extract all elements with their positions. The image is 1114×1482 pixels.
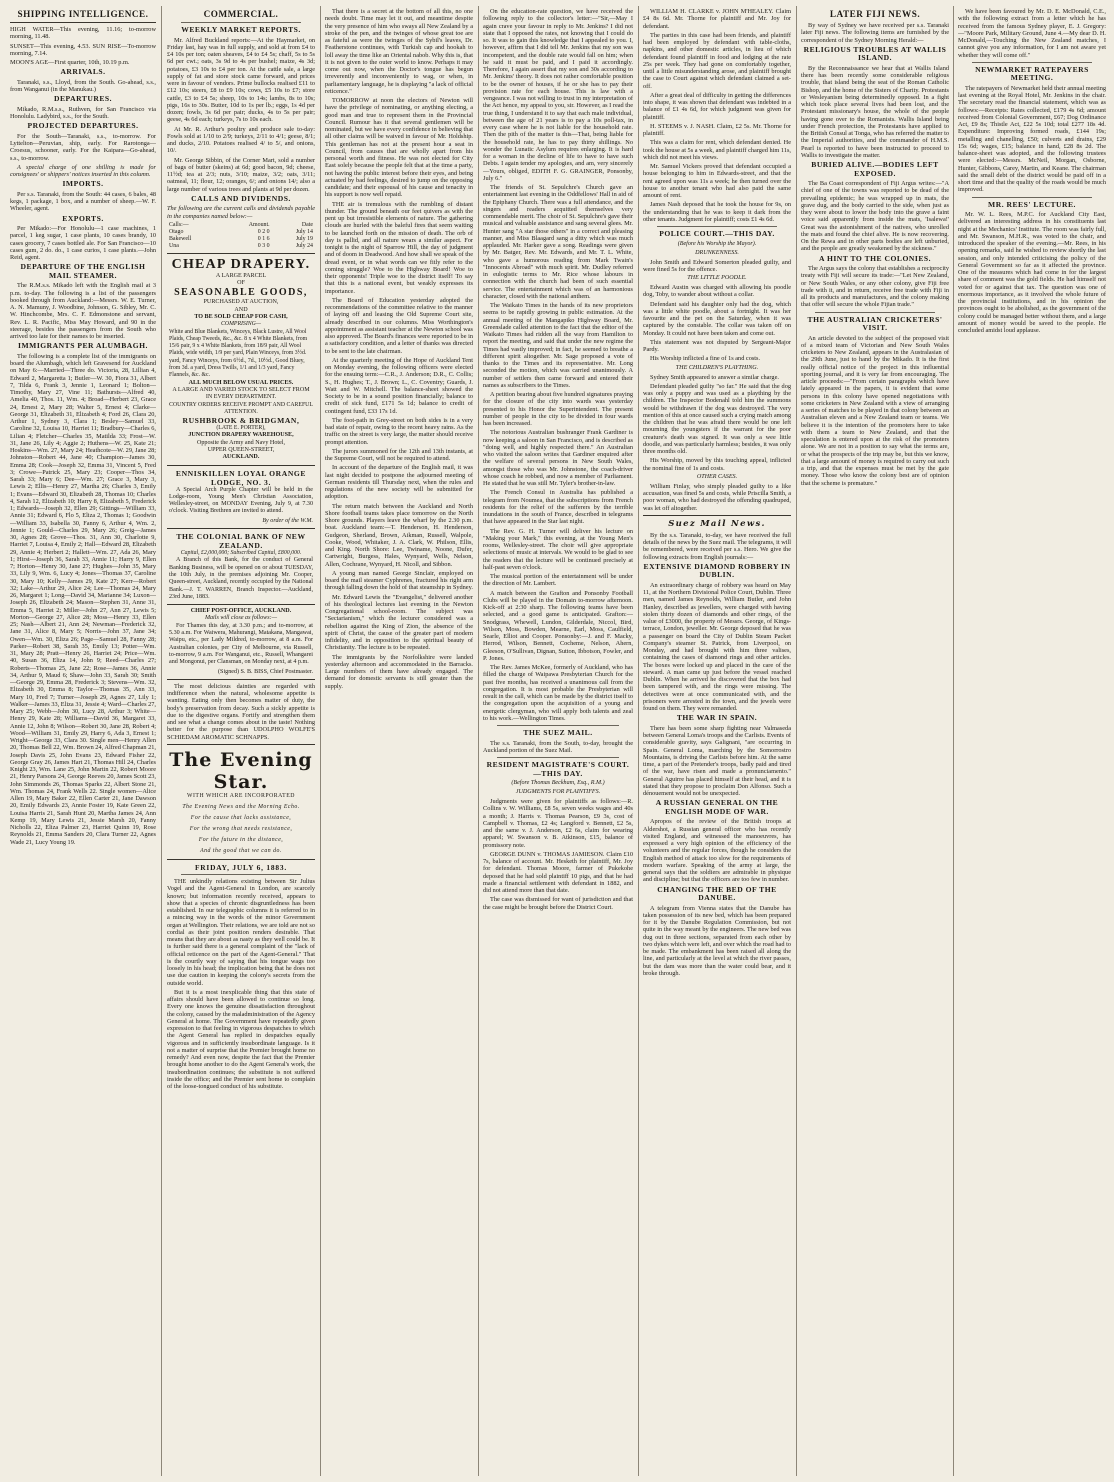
departures-heading: DEPARTURES. [53,94,113,104]
divider [972,62,1092,63]
divider [167,744,315,745]
editorial-paragraph: THE unkindly relations existing between Sir Julius Vogel and the Agent-General in London, are scarcely known; but information recently received, appears to show that a species of chronic disgruntledness has been established. In our telegraphic columns it is referred to in a mincing way in the words of the minor Government organ at Wellington. Their relations, we are told are not so cordial as their joint position renders desirable. That means that they are about as nasty as they well could be. It is further said there is a general complaint of the "lack of official reticence on the part of the Agent-General." That is the courtly way of saying that his tongue wags too loosely in his head; the implication being that he does not use due caution in keeping the colony's secrets from the outside world. [167,878,315,987]
court-paragraph: His Worship, moved by this touching appeal, inflicted the nominal fine of 1s and costs. [643,457,791,472]
diamond-robbery-heading: EXTENSIVE DIAMOND ROBBERY IN DUBLIN. [643,561,791,580]
hint-heading: A HINT TO THE COLONIES. [818,253,932,263]
calls-heading: CALLS AND DIVIDENDS. [191,193,291,203]
ad-line: Opposite the Army and Navy Hotel, [196,439,285,446]
ad-line: Mails will close as follows:— [204,615,278,622]
arrivals-text: Taranaki, s.s., Lloyd, from the South. Go-ahead, s.s., from Wanganui (in the Manukau.) [10,78,156,93]
ad-title: ENNISKILLEN LOYAL ORANGE LODGE, NO. 3. [175,468,307,487]
ad-line: TO BE SOLD CHEAP FOR CASH, [194,313,288,320]
editorial-paragraph: At the quarterly meeting of the Hope of Auckland Tent on Monday evening, the following officers were elected for the ensuing term:—C.R., J. Anderson; D.R., C. Collis; S., H. Hughes; T., J. Brown; L., C. Coventry; Guards, J. Watt and W. Mitchell. The balance-sheet showed the Society to be in a sound position financially; balance to credit of sick fund, £171 5s 1d; balance to credit of contingent fund, £33 17s 1d. [325,356,473,415]
ad-line: PURCHASED AT AUCTION, [203,299,279,306]
editorial-paragraph: That there is a secret at the bottom of all this, no one needs doubt. Time may let it out, and meantime despite the very presence of him who sways all New Zealand by a stroke of the pen, and the twinges of whose great toe are as fateful as were the twinges of the Sybil's leaves, Dr. Featherstone continues, with Turkish cap and hookah to loll away the time like an Oriental nabob. Why this is, that it is not given to the outer world to know. Perhaps it may come out now, when the Doctor's tongue has begun irreverently and inconveniently to wag, or when, in parliamentary language, he is displaying "a lack of official reticence." [325,8,473,95]
subheading: DRUNKENNESS. [695,249,739,256]
divider [181,22,301,23]
ad-line: OF [237,280,245,287]
rm-judgments-heading: JUDGMENTS FOR PLAINTIFFS. [515,789,601,795]
imports-text: Per s.s. Taranaki, from the South: 44 cases, 6 bales, 48 kegs, 1 package, 1 box, and a number of sheep.—W. F. Wheeler, agent. [10,190,156,213]
divider [657,226,777,227]
divider [497,725,619,726]
mail-heading: DEPARTURE OF THE ENGLISH MAIL STEAMER. [20,262,146,280]
date-cell: July 19 [295,235,313,242]
schnapps-ad: The most delicious dainties are regarded with indifference when the natural, wholesome appetite is wanting. Eating only then becomes matter of duty, the body's preservation from decay. Such a sickly appetite is due to the digestive organs. Fortify and strengthen them and see what a change comes about in the taste! Nothing better for the purpose than UDOLPHO WOLFE'S SCHIEDAM AROMATIC SCHNAPPS. [167,682,315,741]
news-paragraph: The Argus says the colony that establishes a reciprocity treaty with Fiji will secure its trade:—"Let New Zealand, or New South Wales, or any other colony, give Fiji free trade with it, and in return, receive free trade with Fiji in all its products and manufactures, and the colony making that offer will secure the whole Fijian trade." [801,265,949,309]
sibbin-text: Mr. George Sibbin, of the Corner Mart, sold a number of bags of butter (skeins) at 6d; good bacon, 9d; cheese, 11½d; tea at 2/3; nuts, 3/10; maize, 3/2; oats, 3/11; oatmeal, 11; flour, 12; oranges, 6/; and onions 14/; also a large number of various trees and plants at 9d per dozen. [167,156,315,193]
news-paragraph: The friends of St. Sepulchre's Church gave an entertainment last evening in the Oddfellows' Hall in aid of the Epiphany Church. There was a full attendance, and the singers and readers acquitted themselves very commendable merit. The choir of St. Sepulchre's gave their musical and valuable assistance and sang several glees. Mr. Hunter sang "A star those others" in a correct and pleasing manner, and Miss Blaagard sang a ditty which was much applauded. Mr. Harker gave a song. Readings were given by Mr. Batger, Rev. Mr. Edwards, and Mr. T. L. White, who gave a humorous reading from Mark Twain's "Innocents Abroad" with much spirit. Mr. Dudley referred in eulogistic terms to Mr. Rice whose labours in connection with the church had been of such essential service. The entertainment which was of an harmonious character, closed with the national anthem. [483,184,633,300]
amount-cell: 0 3 0 [257,242,270,249]
ad-signature: (Signed) S. B. BISS, Chief Postmaster. [218,668,313,675]
column-local [958,8,1106,1474]
moon-line: MOON'S AGE—First quarter, 10th, 10.19 p.m. [10,59,130,66]
court-paragraph: His Worship inflicted a fine of 1s and costs. [650,355,761,363]
court-paragraph: Defendant pleaded guilty "so far." He said that the dog was only a puppy and was used as a plaything by the children. The Inspector Bodenahl told him the summons would be withdrawn if the dog was destroyed. The very mention of this at once caused such a crying match among the children that he was afraid there would be one left mourning the youngsters if the warrant for the poor creature's death was signed. It was only a wee little doodle, and was particularly harmless; besides, it was only three months old. [643,382,791,455]
court-paragraph: Mr. Samuel Vickers proved that defendant occupied a house belonging to him in Edwards-street, and that the rent agreed upon was 11s a week; he then turned over the house to another tenant who had also paid the same amount of rent. [643,163,791,199]
column-rule [161,6,162,1476]
imports-heading: IMPORTS. [62,179,104,189]
arrivals-heading: ARRIVALS. [60,67,106,77]
russian-general-heading: A RUSSIAN GENERAL ON THE ENGLISH MODE OF WAR. [655,798,779,816]
ad-title: CHEAP DRAPERY. [171,256,311,272]
news-paragraph: The Rev. G. H. Turner will deliver his lecture on "Making your Mark," this evening, at the Young Men's rooms, Wellesley-street. The choir will give appropriate selections of music at intervals. We would to be glad to see the readers that the lecture will be continued precisely at half-past seven o'clock. [483,527,633,571]
shipping-heading: SHIPPING INTELLIGENCE. [17,9,149,19]
divider [643,515,791,516]
motto-line: And the good that we can do. [200,847,282,854]
divider [972,197,1092,198]
table-header-row [167,222,315,229]
court-paragraph: Sydney Smith appeared to answer a similar charge. [650,373,779,381]
news-paragraph: The French Consul in Australia has published a telegram from Noumea, that the subscriptions from French residents for the relief of the sufferers by the terrible inundations in the south of France, described in telegrams that have appeared in the Star last night. [483,489,633,526]
news-paragraph: By the s.s. Taranaki, to-day, we have received the full details of the news by the Suez mail. The telegrams, it will be remembered, were received per s.s. Hero. We give the following extracts from English journals:— [643,531,791,561]
divider [815,312,935,313]
editorial-paragraph: The foot-path in Grey-street on both sides is in a very bad state of repair, owing to the recent heavy rains. As the traffic on the street is very large, the matter should receive prompt attention. [325,416,473,446]
divider [167,528,315,529]
immigrants-heading: IMMIGRANTS PER ALUMBAGH. [18,341,148,351]
rees-lecture-heading: MR. REES' LECTURE. [988,199,1076,209]
news-paragraph: The ratepayers of Newmarket held their annual meeting last evening at the Royal Hotel, Mr. Jenkins in the chair. The secretary read the financial statement, which was as follows:—Receipts: Rates collected, £179 4s 6d; amount received from Colonial Government, £67; Dog Ordinance Act, £9 8s; Thistle Act, £22 5s 10d; total £277 18s 4d. Expenditure: Improving formed roads, £144 19s; metalling and chanelling, £50; culverts and drains, £29 15s 6d; wages, £15; balance in hand, £28 8s 2d. The balance-sheet was adopted, and the following trustees were elected:—Messrs. McNeil, Morgan, Osborne, Hunter, Gibbons, Carey, Martin, and Keane. The chairman said the small debt of the district would be paid off in a short time and that the quality of the roads would be much improved. [958,84,1106,194]
court-paragraph: The parties in this case had been friends, and plaintiff had been employed by defendant with table-cloths, napkins, and other domestic articles, in lieu of which defendant found plaintiff in food and lodging at the rate 25s per week. They had gone on comfortably together, until a little misunderstanding arose, and plaintiff brought the case to Court against which defendant claimed a set-off. [643,31,791,90]
divider [167,253,315,254]
court-paragraph: Judgments were given for plaintiffs as follows:—R. Collins v. W. Williams, £8 5s, seven weeks wages and 40s a month; J. Harris v. Thomas Pearson, £9 3s, cost of Campbell v. Thomas, £2 4s; Langford v. Bennett, £2 5s, and the same v. J. Anderson, £2 6s, claim for wearing apparel; W. Swanson v. B. Atkinson, £15, balance of promissory note. [483,798,633,849]
column-news [483,8,633,1474]
editorial-paragraph: The return match between the Auckland and North Shore football teams takes place tomorrow on the North Shore grounds. Players leave the wharf by the 2.30 p.m. boat. Auckland team:—T. Henderson, H. Henderson, Gudgeon, Sherland, Brown, Aikman, Russell, Walpole, Cooke, Wood, Whitaker, J. A. Clark, W. Philson, Ellis, and King. North Shore: Lee, Twiname, Noone, Dufer, Cartwright, Burgess, Hales, Wynyard, Wells, Nelson, Allen, Cochrane, Wynyard, H. Nicoll, and Sibbon. [325,502,473,568]
lodge-notice [169,469,313,525]
projected-text: For the South—Taranaki, s.s., to-morrow. For Lyttelton—Peruvian, ship, early. For Rarotonga—Croesus, schooner, early. For the Kaipara—Go-ahead, s.s., to-morrow. [10,132,156,162]
weekly-text: Mr. Alfred Buckland reports:—At the Haymarket, on Friday last, hay was in full supply, and sold at from £4 to £4 10s per ton; oaten sheaves, £4 to £4 5s; chaff, 5s to 5s 6d per cwt.; oats, 3s 9d to 4s per bushel; maize, 4s 3d; potatoes, £3 10s to £4 per ton. At the cattle sale, a large supply of fat and store stock came forward, and prices were in favour of vendors. Prime bullocks realised £11 to £12 10s; steers, £8 to £9 10s; cows, £5 10s to £7; store cattle, £3 to £4 5s; sheep, 10s to 14s; lambs, 8s to 10s; pigs, 16s to 30s. Butter, 10d to 1s per lb.; eggs, 1s 4d per dozen; fowls, 3s 6d per pair; ducks, 4s to 5s per pair; geese, 4s 6d each; turkeys, 7s to 10s each. [167,36,315,124]
court-paragraph: James Nash deposed that he took the house for 9s, on the understanding that he was to keep it dark from the other tenants. Judgment for plaintiff; costs £1 4s 6d. [643,201,791,223]
column-rule [320,6,321,1476]
editorial-paragraph: THE air is tremulous with the rumbling of distant thunder. The ground beneath our feet quivers as with the pent up but irresistible elements of nature. The gathering clouds are hurled with the baleful fires that seem waiting to be launched forth on the mission of death. The orb of day is pallid, and all nature wears a similar aspect. For tonight is the night of Sparrow Hill, the day of judgment and of doom in Deadwood. And how shall we speak of the dread event, or in what words can we fitly refer to the coming struggle? Woe to the Highway Board! Woe to their opponents! Triple woe to the district itself! To say that this is a national event, but weakly expresses its importance. [325,200,473,295]
news-paragraph: By the Reconnaissance we hear that at Wallis Island there has been recently some considerable religious trouble, that island being the seat of the Roman Catholic Bishop, and the home of the Sisters of Charity. Protestants or Wesleyanism being determinedly opposed. In a fight which took place several lives had been lost, and the Protestant missionary's house, the whole of the people having gone over to the Romanists. Wallis Island being under French protection, the Protestants have applied to the British Consul at Tonga, who has referred the matter to the Imperial authorities, and the commander of H.M.S. Pearl is reported to have been instructed to proceed to Wallis to investigate the matter. [801,64,949,159]
issue-date: FRIDAY, JULY 6, 1883. [194,862,288,872]
news-paragraph: The notorious Australian bushranger Frank Gardiner is now keeping a saloon in San Francisco, and is described as "doing well, and highly respected there." An Australian who visited the saloon writes that Gardiner enquired after the welfare of several persons in New South Wales, amongst those who was Mr. Johnstone, the coach-driver whose coach he robbed, and now a member of Parliament. He stated that he was still Mr. Tyler's brother-in-law. [483,429,633,487]
editorial-paragraph: The immigrants by the Norfolkshire were landed yesterday afternoon and accommodated in the Barracks. Large numbers of them have already engaged. The demand for domestic servants is still greater than the supply. [325,653,473,690]
editorial-paragraph: In account of the departure of the English mail, it was last night decided to postpone the adjourned meeting of German residents till Thursday next, when the rules and regulations of the new society will be submitted for adoption. [325,464,473,501]
header-cell: Calls:— [169,221,189,228]
newmarket-heading: NEWMARKET RATEPAYERS MEETING. [975,64,1089,83]
divider [167,859,315,860]
sun-line: SUNSET—This evening, 4.53. SUN RISE—To-morrow morning, 7.14. [10,42,156,57]
news-paragraph: The Rev. James McKee, formerly of Auckland, who has filled the charge of Waipawa Presbyterian Church for the past five months, has received a unanimous call from the congregation. It is most probable the Presbyterian will result in the call, which can be made by the district itself to the congregation upon the acquisition of a young and energetic clergyman, who will apply both talents and zeal to his work.—Wellington Times. [483,664,633,722]
danube-heading: CHANGING THE BED OF THE DANUBE. [657,884,777,902]
court-paragraph: After a great deal of difficulty in getting the differences into shape, it was shown that defendant was indebted in a balance of £1 4s 6d, for which judgment was given for plaintiff. [643,91,791,121]
column-editorial [325,8,473,1474]
divider [167,465,315,466]
ad-items: White and Blue Blankets, Winceys, Black Lustre, All Wool Plaids, Cheap Tweeds, &c., &c. 8 x 4 White Blankets, from 15/6 pair, 9 x 4 White Blankets, from 18/9 pair, All Wool Plaids, wide width, 1/9 per yard, Plain Winceys, from 3½d. yard, Fancy Winceys, from 6½d., 7d., 10½d., Good Bluey, from 3d. a yard, Dress Twills, 1/1 and 1/3 yard, Fancy Flannels, &c. &c. [169,328,308,379]
motto-line: For the future in the distance, [198,836,284,843]
police-court-heading: POLICE COURT.—THIS DAY. [659,229,775,238]
column-fiji [801,8,949,1474]
company-cell: Otago [169,228,184,235]
rm-court-heading: RESIDENT MAGISTRATE'S COURT.—THIS DAY. [486,760,630,778]
court-paragraph: John Smith and Edward Somerton pleaded guilty, and were fined 5s for the offence. [643,258,791,273]
immigrants-text: The following is a complete list of the immigrants on board the Alumbagh, which left Gravesend for Auckland on May 6:—Married—Three do. Victoria, 28, Lillian 4, Edward 2, Margaretta 1; Butler—W. 30, Fiora 31, Albert 7, Tilda 6, Frank 3, Jennie 1, Leonard 1; Bolton—Timothy, Mary 27, Vine 11; Bathursts—Alfred 40, Amelia 40, Thos. 11, Wm. 4; Broad—Herbert 23, Grace 24, Ernest 2, Mary 28; Walter 5, Ernest 4; Clarke—George 31, Elizabeth 31, Elizabeth 4; Ford 26, Clara 20, Arthur 1, Sydney 3, Clara 1; Besley—Samuel 33, Caroline 32, Louisa 10, Harriet 11; Bradbury—Charles 6, Lilian 4; Fletcher—Charles 35, Matilda 33; Frost—W. 31, Jane 26, Lily 4; Aggie 2; Huthens—W. 25, Kate 21; Hoskins—Wm. 27, Mary 24; Heathcote—W. 29, Jane 28; Johnston—Robert 44, Jane 40; Champion—James 30, Emma 28; Cook—Joseph 32, Emma 31, Vincent 5, Fred 3; Crowe—Patrick 25, Mary 23; Cooper—Thos 34, Sarah 33; Mary 6; Dee—Wm. 27; Grace 3, Mary 3, Lewis 2; Ellis—Henry 27, Martha 26; Charles 3, Emily 1; Evans—Edward 30, Elizabeth 28, Thomas 10; Charles 4, Sarah 12, Elizabeth 10; Harry 8, Elizabeth 5, Frederick 1; Edwards—Joseph 32, Ellen 29; Gittings—William 33, Annie 31; Edward 6, Flo 5, Eliza 2, Thomas 1; Goodwin—William 33, Isabella 30, Fanny 6, Arthur 4, Wm. 2, Jennie 1; Gould—Charles 29, Mary 26; Greig—James 30, Agnes 28; Grove—Thos. 31, Ann 30, Charlotte 9, Harriet 7, Louisa 4, Emily 2; Hall—Edward 28, Elizabeth 29, Annie 4; Herbert 2; Hallett—Wm. 27, Ada 26, Mary 1; Hirst—Joseph 36, Sarah 33, Annie 11; Harry 9, Ellen 7; Horton—Henry 30, Jane 27; Hughes—John 35, Mary 33, Lily 9, Wm. 6, Lucy 4; Jones—Thomas 37, Caroline 30, Mary 10; Kelly—James 29, Kate 27; Kerr—Robert 32; Lake—Arthur 29, Alice 24; Lee—Thomas 24, Mary 26, Margaret 1; Long—David 34, Marianne 34; Luxon—Joseph 26, Elizabeth 24; Mason—Stephen 31, Anne 31, Emma 5, Harriet 2; Miller—John 27, Ann 27, Lewis 5; Morton—George 27, Alice 28; Moss—Henry 33, Ellen 25; Nash—Albert 21, Ann 24; Newman—Frederick 32, Jane 31, Alice 8, Mary 5; Norris—John 37, Jane 34; Owen—Wm. 30, Eliza 26; Page—Samuel 28, Fanny 28; Parker—Robert 38, Sarah 35, Emily 13; Potter—Wm. 31, Mary 28; Pratt—Henry 26, Harriet 24; Price—Wm. 40, Susan 36, Eliza 14, John 9; Reed—Charles 27; Roberts—Thomas 25, Jane 22; Rose—James 36, Annie 34, Arthur 9, Maud 6; Shaw—John 33, Sarah 30; Smith—George 29, Emma 28, Frederick 3; Stevens—Wm. 32, Elizabeth 30, Emma 8; Taylor—Thomas 35, Ann 33, Mary 10, Fred 7; Turner—Joseph 29, Agnes 27, Lily 1; Walker—James 33, Eliza 31, Jessie 4; Ward—Charles 27, Mary 25; Webb—John 30, Lucy 28, Arthur 3; White—Henry 29, Kate 28; Williams—David 36, Margaret 33, Annie 12, John 8; Wilson—Robert 30, Jane 28, Robert 4; Wood—William 31, Emily 29, Harry 6, Ada 3, Ernest 1; Wright—George 33, Clara 30. Single men—Henry Allen 20, Thomas Bell 22, Wm. Brown 24, Alfred Chapman 21, Joseph Davis 25, John Evans 23, Edward Fisher 22, George Gray 26, James Hart 21, Thomas Hill 24, Charles Knight 23, Wm. Lane 25, John Martin 22, Robert Moore 21, Henry Parsons 24, George Reeves 20, James Scott 23, John Simmonds 26, Thomas Sparks 22, Albert Stone 21, Wm. Thomas 24, Frank Wells 22. Single women—Alice Allen 19, Mary Baker 22, Ellen Carter 21, Jane Dawson 20, Emily Edwards 23, Annie Foster 19, Kate Green 22, Louisa Harris 21, Sarah Hunt 20, Martha James 24, Ann Kemp 19, Mary Lewis 21, Jessie Marsh 20, Fanny Nicholls 22, Eliza Palmer 23, Harriet Quinn 19, Rose Reynolds 21, Emma Sanders 20, Clara Turner 22, Agnes Wade 21, Lucy Young 19. [10,352,156,846]
news-paragraph: By way of Sydney we have received per s.s. Taranaki later Fiji news. The following items are furnished by the correspondent of the Sydney Morning Herald:— [801,22,949,44]
ad-line: (LATE E. PORTER), [216,425,266,432]
arthur-text: At Mr. R. Arthur's poultry and produce sale to-day: Fowls sold at 1/10 to 2/9; turkeys, 2/11 to 4/1; geese, 8/1; and ducks, 2/10. Potatoes realised 4/ to 5/, and onions, 10/. [167,125,315,155]
divider [181,874,301,875]
news-paragraph: A telegram from Vienna states that the Danube has taken possession of its new bed, which has been prepared for it by the Danube Regulation Commission, but not quite in the way meant by the engineers. The new bed was dug out in three sections, separated from each other by two dykes which were left, and over which the road had to be made. The embankment has been raised all along the line, and particularly at the level at which the river passes, but the dam was more than the water could bear, and it broke through. [643,904,791,977]
ad-body: A Branch of this Bank, for the conduct of General Banking Business, will be opened on or about TUESDAY, the 10th July, in the premises adjoining Mr. Cooper, Queen-street, Auckland, recently occupied by the National Bank.—J. T. WARREN, Branch Inspector.—Auckland, 23rd June, 1883. [169,557,313,600]
news-paragraph: An extraordinary charge of robbery was heard on May 11, at the Northern Divisional Police Court, Dublin. Three men, named James Reynolds, William Butler, and John Hanley, described as jewellers, were charged with having stolen thirty dozen of diamonds and other rings, of the value of £3000, the property of Messrs. George, of Kings-terrace, London, jeweller. Mr. George deposed that he was a passenger on board the City of Dublin Steam Packet Company's steamer St. Patrick, from Liverpool, on Monday, and had brought with him three valises, containing the cases of diamond rings and other articles. The boxes were locked up and placed in the care of the steward. A man came up just before the vessel reached Dublin. When he arrived he discovered that the box had been tampered with, and the rings were missing. The detectives were at once communicated with, and the prisoners were arrested in the town, and the jewels were found on them. They were remanded. [643,581,791,712]
ad-body: A Special Arch Purple Chapter will be held in the Lodge-room, Young Men's Christian Association, Wellesley-street, on MONDAY Evening, July 9, at 7.30 o'clock. Visiting Brethren are invited to attend. [169,486,313,515]
masthead-title: The Evening Star. [169,748,313,793]
suez-mail-heading: THE SUEZ MAIL. [523,728,593,737]
column-rule [953,6,954,1476]
news-paragraph: The Waikato Times in the hands of its new proprietors seems to be rapidly growing in public estimation. At the annual meeting of the Mangapiko Highway Board, Mr. Greenslade called attention to the fact that the editor of the Waikato Times had ridden all the way from Hamilton to report the meeting, and said that under the new regime the Times had vastly improved; in fact, he seemed to breathe a different spirit altogether. Mr. Sage proposed a vote of thanks to the Times and its representative. Mr. Long seconded the motion, which was carried unanimously. A number of settlers then came forward and entered their names as subscribers to the Times. [483,302,633,389]
motto-line: For the wrong that needs resistance, [189,825,293,832]
news-paragraph: There has been some sharp fighting near Valmaseda between General Loma's troops and the Carlists. Events of considerable gravity, says Galignani, "are occurring in Spain. General Loma, marching by the Somorrostro Mountains, is driving the Carlists before him. At the same time, a part of the Pretender's troops, badly paid and tired of the war, have risen and made a pronunciamento." General Aguirre has placed himself at their head, and it is stated that they propose to proclaim Don Alfonso. Such a dénouement would not be unexpected. [643,724,791,797]
ad-line: Capital, £2,000,000; Subscribed Capital, £800,000. [180,550,302,557]
editorial-paragraph: A young man named George Sinclair, employed on board the mail steamer Cyphrenes, fractured his right arm through falling down the hold of that steamship in Sydney. [325,569,473,592]
table-row [167,236,315,243]
news-paragraph: A match between the Grafton and Ponsonby Football Clubs will be played in the Domain to-morrow afternoon. Kick-off at 2:30 sharp. The following teams have been selected, and a good game is anticipated. Grafton:—Snodgrass, Whewell, Lundon, Gilderdale, Niccol, Bird, Wilson, Moss, Bowden, Mearne, Earl, Moss, Caulfield, Searle, Elliot and Cooper. Ponsonby:—J. and F. Macky, Herrod, Wilson, Bennett, Cocheme, Nelson, Ahern, Gleeson, O'Sullivan, Dignan, Sutton, Ibbotson, Fowler, and P. Jones. [483,589,633,662]
masthead-sub2: The Evening News and the Morning Echo. [182,803,300,810]
exports-text: Per Mikado:—For Honolulu—1 case machines, 1 parcel, 1 keg sugar, 1 case plants, 10 cases brandy, 10 cases grocery, 7 cases bottled ale. For San Francisco—10 cases gum, 2 do. do., 1 case curios, 1 case plants.—John Reid, agent. [10,225,156,261]
column-rule [478,6,479,1476]
amount-cell: 0 1 6 [257,235,270,242]
divider [497,757,619,758]
news-paragraph: On the education-rate question, we have received the following reply to the collector's letter:—"Sir,—May I again crave your favour in reply to Mr. Jenkins? I did not state that I opposed the rates, not knowing that I could do so. It was to gain this knowledge that I appealed to you. I, however, affirm that I did tell Mr. Jenkins that my son was incompetent, and the double rate would fall on him; when he said it must be paid, and I paid it accordingly. Therefore, I again assert that my son and 30s according to Mr. Jenkins' theory. It does not rather comfortable position to be the owner of houses, if he or she has to pay their provision rate for each house. This is law with a vengeance. I was not willing to trust in my interpretation of the Act hence, my appeal to you, sir. However, as I read the true thing, I understand it to say that each male individual, between the age of 21 years is to pay a 10s poll-tax, in every case where he is not liable for the household rate. Then the pith of the matter is this—That, being liable for the household rate, he has to pay thirty shillings. No wonder the Lunatic Asylum requires enlarging. It is hard for a woman in the decline of life to have to have such Debts. I again tender my apologies, and am, very sincerely—Yours, obliged, EDITH F. G. GRAINGER, Ponsonby, July 6." [483,8,633,182]
divider [167,679,315,680]
header-cell: Amount. [248,221,270,228]
projected-heading: PROJECTED DEPARTURES. [27,121,139,131]
motto-line: For the cause that lacks assistance, [190,814,292,821]
company-cell: Una [169,242,179,249]
column-commercial [167,8,315,1474]
date-cell: July 24 [295,242,313,249]
subheading: THE CHILDREN'S PLAYTHING. [675,364,759,371]
court-paragraph: William Finlay, who simply pleaded guilty to a like accusation, was fined 5s and costs, while Priscilla Smith, a poor woman, who had destroyed the offending quadruped, was let off altogether. [643,482,791,512]
suez-mail-text: The s.s. Taranaki, from the South, to-day, brought the Auckland portion of the Suez Mail. [483,739,633,754]
court-paragraph: WILLIAM H. CLARKE v. JOHN M'HEALEY. Claim £4 8s 6d. Mr. Thorne for plaintiff and Mr. Joy for defendant. [643,8,791,30]
header-cell: Date [301,221,313,228]
ad-title: CHIEF POST-OFFICE, AUCKLAND. [190,608,292,615]
news-paragraph: The musical portion of the entertainment will be under the direction of Mr. Lambert. [483,573,633,588]
news-paragraph: We have been favoured by Mr. D. E. McDonald, C.E., with the following extract from a letter which he has received from the famous Sydney player, E. J. Gregory:—"Moore Park, Military Ground, June 4.—My dear D. H. McDonald,—Touching the New Zealand matches, I cannot give you any information, for I am not aware yet whether they will come off." [958,8,1106,59]
divider [10,22,156,23]
court-paragraph: This was a claim for rent, which defendant denied. He took the house at 5s a week, and plaintiff charged him 11s, which did not meet his views. [643,139,791,161]
war-spain-heading: THE WAR IN SPAIN. [676,713,758,723]
editorial-paragraph: TOMORROW at noon the electors of Newton will have the privilege of nominating, or anything electing, a good man and true to represent them in the Provincial Council. Rumour has it that several gentlemen will be nominated, but we have every confidence in believing that all other claims will be waived in favour of Mr. Holdship. This gentleman has not at the present hour a seat in Council, from causes that are wholly apart from his personal worth and fitness. He was not elected for City East solely because the people felt that at the time a party, not having the public interest before their eyes, and being actuated by bad feelings, desired to jump on the opposing candidate; and their espousal of his cause and tenacity in his support is now well repaid. [325,97,473,199]
court-paragraph: The case was dismissed for want of jurisdiction and that the case might be brought before the District Court. [483,896,633,911]
ad-line: ALL MUCH BELOW USUAL PRICES. [188,379,294,386]
editorial-paragraph: The Board of Education yesterday adopted the recommendations of the committee relative to the manner of laying off and leasing the Old Supreme Court site, already described in our columns. Miss Worthington's appointment as assistant teacher at the Newton school was also approved. The Board's finances were reported to be in a satisfactory condition, and a letter of thanks was directed to be sent to the late chairman. [325,296,473,355]
court-paragraph: This statement was not disputed by Sergeant-Major Pardy. [643,338,791,353]
news-paragraph: The Ba Coast correspondent of Fiji Argus writes:—"A chief of one of the towns was reported to be dead of the prevailing epidemic; he was wrapped up in mats, the grave dug, and the body carried to the side, when just as they were about to lower the body into the grave a faint voice said apparently from inside the mats, 'Isalewa!' Great was the astonishment of the natives, who unrolled the mats and found the chief alive. He is now recovering. On the Rewa and in other parts bodies are left unburied, and the people are greatly weakened by the sickness." [801,180,949,253]
calls-intro: The following are the current calls and dividends payable in the companies named below:— [167,205,315,220]
company-cell: Bakewell [169,235,192,242]
editorial-paragraph: Mr. Edward Lewis the "Evangelist," delivered another of his theological lectures last evening in the Newton Congregational school-room. The subject was "Sectarianism," which the lecturer considered was a rebellion against the King of Zion, the absence of the spirit of Christ, the cause of the greater part of modern infidelity, and in opposition to the spiritual beauty of Christianity. The lecture is to be repeated. [325,593,473,652]
ad-line: COUNTRY ORDERS RECEIVE PROMPT AND CAREFUL ATTENTION. [169,401,313,415]
court-paragraph: Defendant said his daughter only had the dog, which was a little white poodle, about a fortnight. It was her favourite and the pet on the Saturday, when it was captured by the constable. The collar was taken off on Monday. It could not have been taken and come out. [643,300,791,337]
ad-body: For Thames this day, at 3.30 p.m.; and to-morrow, at 5.30 a.m. For Waiwera, Mahurangi, Matakana, Mangawai, Waipu, etc., per Lady Mildred, to-morrow, at 8 a.m. For Australian colonies, per City of Melbourne, via Russell, to-morrow, 9 a.m. For Wanganui, etc., Russell, Whangarei and Mongonui, per Clansman, on Monday next, at 4 p.m. [169,622,313,666]
news-paragraph: Mr. W. L. Rees, M.P.C. for Auckland City East, delivered an interesting address in his constituents last night at the Mechanics' Institute. The room was fairly full, and Mr. Swanson, M.H.R., was voted to the chair, and introduced the speaker of the evening.—Mr. Rees, in his opening remarks, said he wished to review shortly the last session, and only intended criticising the policy of the General Government so far as it affected the province. One of the measures which had come in for the largest share of comment was the gold fields. He had himself not voted for or against that tax. The question was one of enormous importance, as it involved the whole future of the provincial institutions, and in his opinion the provinces ought to be abolished, as the government of the colony could be managed better without them, and a large amount of money would be saved to the people. He concluded amidst loud applause. [958,211,1106,334]
masthead-sub: WITH WHICH ARE INCORPORATED [187,792,295,799]
buried-alive-heading: BURIED ALIVE.—BODIES LEFT EXPOSED. [811,160,939,178]
ad-line: A LARGE AND VARIED STOCK TO SELECT FROM IN EVERY DEPARTMENT. [172,386,310,401]
commercial-heading: COMMERCIAL. [203,9,279,19]
ad-firm: RUSHBROOK & BRIDGMAN, [182,416,300,426]
weekly-heading: WEEKLY MARKET REPORTS. [181,25,301,34]
cricketers-heading: THE AUSTRALIAN CRICKETERS' VISIT. [807,314,943,332]
news-paragraph: Apropos of the review of the British troops at Aldershot, a Russian general officer who has recently visited England, and witnessed the manoeuvres, has expressed a very high opinion of the efficiency of the volunteers and the regular forces, though he considers the English method of attack too slow for the requirements of modern warfare. Speaking of the army at large, the general says that the soldiers are admirable in physique and discipline; but that the officers are too few in number. [643,818,791,884]
ad-line: JUNCTION DRAPERY WAREHOUSE, [188,432,294,439]
subheading: OTHER CASES. [696,473,738,480]
news-paragraph: An article devoted to the subject of the proposed visit of a mixed team of Victorian and New South Wales cricketers to New Zealand, appears in the Australasian of the 29th June, just to hand by the Mikado. It is the first really official notice of the project in this influential sporting journal, and it is very far from encouraging. The article proceeds:—"From certain paragraphs which have lately appeared in the papers, it is evident that some persons in this colony have opened negotiations with some cricketers in New Zealand with a view of arranging a series of matches to be played in that colony between an Australian eleven and a New Zealand team or teams. We believe it is the intention of the promoters here to take with them a team to New Zealand, and that the speculation is entered upon at the risk of the promoters alone. We are not in a position to say what the terms are, or what the prospects of the trip may be, but this we know, that a large amount of money is required to carry out such a trip, and that the expenses must be met by the gate money. Those who know the colony best are of opinion that the scheme is premature." [801,334,949,487]
court-paragraph: H. STEEMS v. J. NASH. Claim, £2 5s. Mr. Thorne for plaintiff. [643,122,791,137]
divider [167,604,315,605]
court-paragraph: Edward Austin was charged with allowing his poodle dog, Toby, to wander about without a collar. [643,284,791,299]
suez-news-heading: Suez Mail News. [668,518,766,529]
exports-heading: EXPORTS. [62,213,104,223]
ad-signature: By order of the W.M. [262,517,313,524]
tide-line: HIGH WATER—This evening, 11.16; to-morrow morning, 11.48. [10,26,156,41]
religious-troubles-heading: RELIGIOUS TROUBLES AT WALLIS ISLAND. [803,44,947,63]
column-rule [796,6,797,1476]
post-office-notice [169,608,313,676]
editorial-paragraph: But it is a most inexplicable thing that this state of affairs should have been allowed to continue so long. Every one knows the genuine dissatisfaction throughout the colony, caused by the maladministration of the Agency General at home. The Government have repeatedly given expression to that feeling in vigorous despatches to which the Agent General has replied in despatches equally vigorous and in sufficiently insubordinate language. Is it not a matter of surprise that the Premier brought home no remedy? And even now, despite the fact that the Premier brought home another to do the Agent General's work, the insubordination continues; the substitute is not suffered inside the office; and the Premier sent home to complain of the loose-tongued conduct of his substitute. [167,988,315,1091]
cheap-drapery-ad [169,257,313,462]
editorial-paragraph: The jurors summoned for the 12th and 13th instants, at the Supreme Court, will not be required to attend. [325,447,473,462]
ad-line: SEASONABLE GOODS, [174,287,308,299]
calls-table [167,222,315,250]
amount-cell: 0 2 0 [257,228,270,235]
column-courts [643,8,791,1474]
ad-line: AUCKLAND. [222,454,260,461]
bank-notice [169,532,313,601]
ad-title: THE COLONIAL BANK OF NEW ZEALAND. [176,532,306,551]
departures-text: Mikado, R.M.s.s., Ruthven, for San Francisco via Honolulu. Ladybird, s.s., for the South. [10,105,156,120]
ad-line: UPPER QUEEN-STREET, [207,446,275,453]
date-cell: July 14 [295,228,313,235]
ad-line: COMPRISING— [221,321,261,328]
ad-line: A LARGE PARCEL [215,272,267,279]
police-court-sub: (Before his Worship the Mayor). [677,240,757,247]
ad-line: AND [234,306,248,313]
table-row [167,229,315,236]
fiji-heading: LATER FIJI NEWS. [829,9,921,19]
mail-text: The R.M.s.s. Mikado left with the English mail at 3 p.m. to-day. The following is a list of the passengers booked through from Auckland:—Messrs. W. E. Turner, A. N. Mamuny, J. Woodbine, Johnson, G. Sibley, Mr. C. W. Hinchcombe, Mrs. C. F. Edmonstone and servant, Rev. L. R. Pacific, Miss May Howard, and 90 in the steerage, besides the passengers from the South who arrived too late for their names to be inserted. [10,282,156,340]
subheading: THE LITTLE POODLE. [687,275,747,281]
court-paragraph: GEORGE DUNN v. THOMAS JAMIESON. Claim £10 7s, balance of account. Mr. Hesketh for plaintiff, Mr. Joy for defendant. Thomas Moore, farmer of Pukekohe deposed that he had sold plaintiff 10 pigs, and that he had made a financial settlement with defendant in 1882, and did not attend more than that date. [483,850,633,894]
charge-note: A special charge of one shilling is made for consignees' or shippers' notices inserted in this column. [10,163,156,178]
column-rule [638,6,639,1476]
rm-court-sub: (Before Thomas Beckham, Esq., R.M.) [511,780,605,786]
news-paragraph: A petition bearing about five hundred signatures praying for the closure of the city into wards was yesterday presented to his Honor the Superintendent. The present number of people in the city to be divided in four wards has been increased. [483,391,633,427]
column-shipping [10,8,156,1474]
table-row [167,243,315,250]
